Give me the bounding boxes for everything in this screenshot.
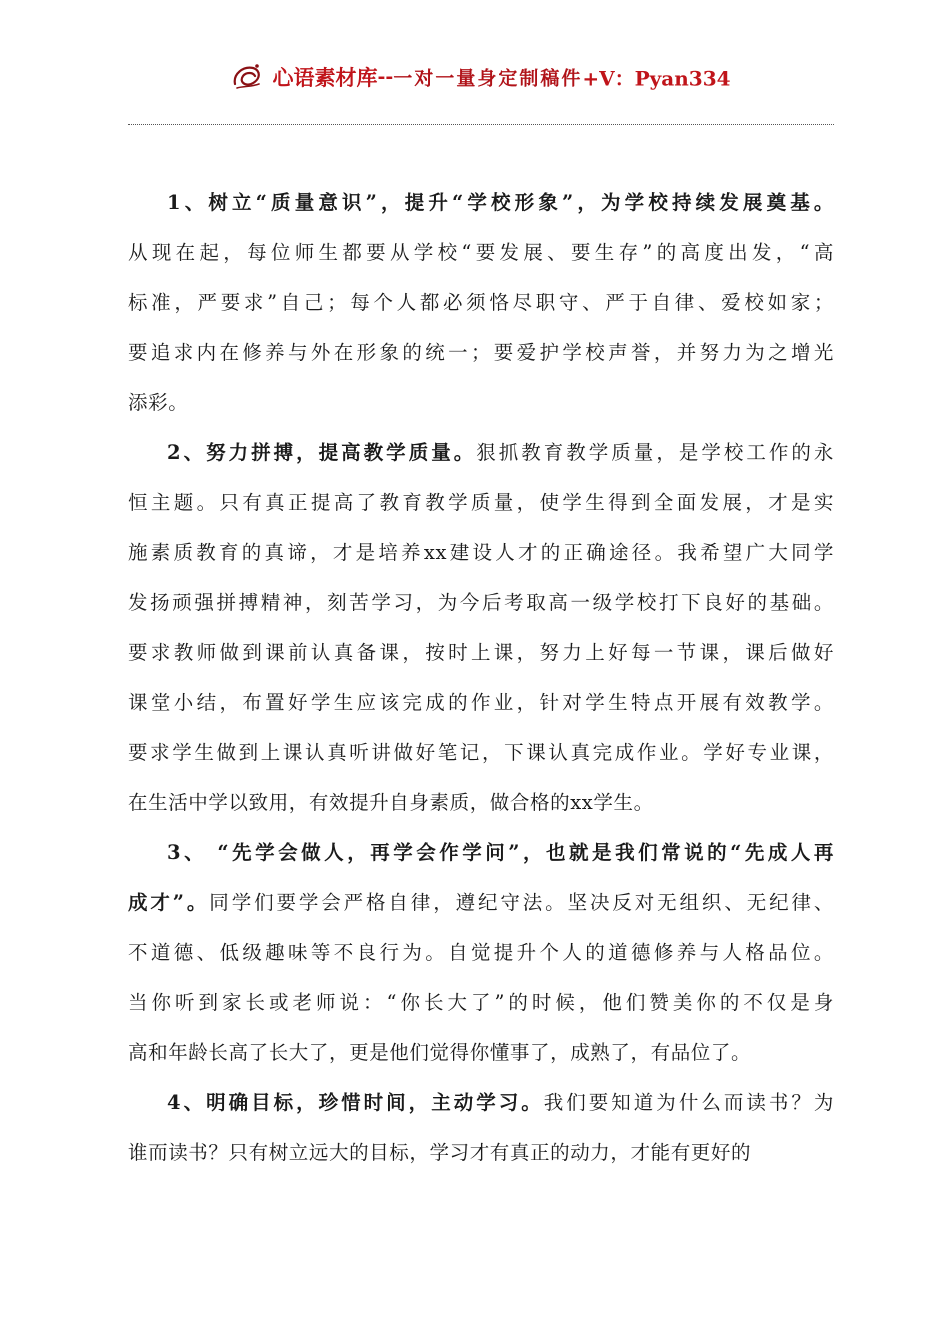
- body-text: 发扬顽强拼搏精神，刻苦学习，为今后考取高一级学校打下良好的基础。: [128, 591, 834, 614]
- bold-heading-text: 4、明确目标，珍惜时间，主动学习。: [167, 1091, 544, 1114]
- header-slogan: 一对一量身定制稿件: [393, 67, 583, 90]
- text-line: [128, 1078, 834, 1128]
- bold-heading-text: 1、树立“质量意识”，提升“学校形象”，为学校持续发展奠基。: [167, 191, 834, 214]
- body-text: 添彩。: [128, 391, 189, 414]
- body-text: 施素质教育的真谛，才是培养xx建设人才的正确途径。我希望广大同学: [128, 541, 834, 564]
- text-line: [128, 428, 834, 478]
- page-header: [128, 60, 834, 106]
- body-text: 要追求内在修养与外在形象的统一；要爱护学校声誉，并努力为之增光: [128, 341, 834, 364]
- bold-heading-text: 3、 “先学会做人，再学会作学问”，也就是我们常说的“先成人再: [167, 841, 834, 864]
- body-text: 要求学生做到上课认真听讲做好笔记，下课认真完成作业。学好专业课，: [128, 741, 834, 764]
- body-text: 高和年龄长高了长大了，更是他们觉得你懂事了，成熟了，有品位了。: [128, 1041, 752, 1064]
- paragraph: [128, 428, 834, 828]
- bold-heading-text: 2、努力拼搏，提高教学质量。: [167, 441, 477, 464]
- text-line: [128, 228, 834, 278]
- text-line: [128, 578, 834, 628]
- text-line: [128, 528, 834, 578]
- text-line: [128, 328, 834, 378]
- header-brand: 心语素材库: [272, 65, 378, 90]
- header-divider: [128, 124, 834, 125]
- body-text: 不道德、低级趣味等不良行为。自觉提升个人的道德修养与人格品位。: [128, 941, 834, 964]
- text-line: [128, 178, 834, 228]
- text-line: [128, 778, 834, 828]
- body-text: 要求教师做到课前认真备课，按时上课，努力上好每一节课，课后做好: [128, 641, 834, 664]
- body-text: 当你听到家长或老师说：“你长大了”的时候，他们赞美你的不仅是身: [128, 991, 834, 1014]
- text-line: [128, 828, 834, 878]
- body-text: 课堂小结，布置好学生应该完成的作业，针对学生特点开展有效教学。: [128, 691, 834, 714]
- paragraph: [128, 178, 834, 428]
- handwritten-logo-icon: [231, 60, 265, 94]
- body-text: 同学们要学会严格自律，遵纪守法。坚决反对无组织、无纪律、: [209, 891, 834, 914]
- body-text: 狠抓教育教学质量，是学校工作的永: [476, 441, 835, 464]
- paragraph: [128, 828, 834, 1078]
- document-body: [128, 178, 834, 1178]
- paragraph: [128, 1078, 834, 1178]
- body-text: 谁而读书？只有树立远大的目标，学习才有真正的动力，才能有更好的: [128, 1141, 752, 1164]
- text-line: [128, 728, 834, 778]
- text-line: [128, 978, 834, 1028]
- text-line: [128, 278, 834, 328]
- header-separator: --: [377, 66, 394, 88]
- body-text: 标准，严要求”自己；每个人都必须恪尽职守、严于自律、爱校如家；: [128, 291, 834, 314]
- text-line: [128, 1128, 834, 1178]
- text-line: [128, 378, 834, 428]
- body-text: 恒主题。只有真正提高了教育教学质量，使学生得到全面发展，才是实: [128, 491, 834, 514]
- text-line: [128, 928, 834, 978]
- header-contact: +V：Pyan334: [582, 66, 731, 91]
- body-text: 从现在起，每位师生都要从学校“要发展、要生存”的高度出发，“高: [128, 241, 834, 264]
- text-line: [128, 678, 834, 728]
- text-line: [128, 878, 834, 928]
- body-text: 我们要知道为什么而读书？为: [543, 1091, 834, 1114]
- body-text: 在生活中学以致用，有效提升自身素质，做合格的xx学生。: [128, 791, 654, 814]
- text-line: [128, 478, 834, 528]
- bold-heading-text: 成才”。: [128, 891, 210, 914]
- text-line: [128, 1028, 834, 1078]
- text-line: [128, 628, 834, 678]
